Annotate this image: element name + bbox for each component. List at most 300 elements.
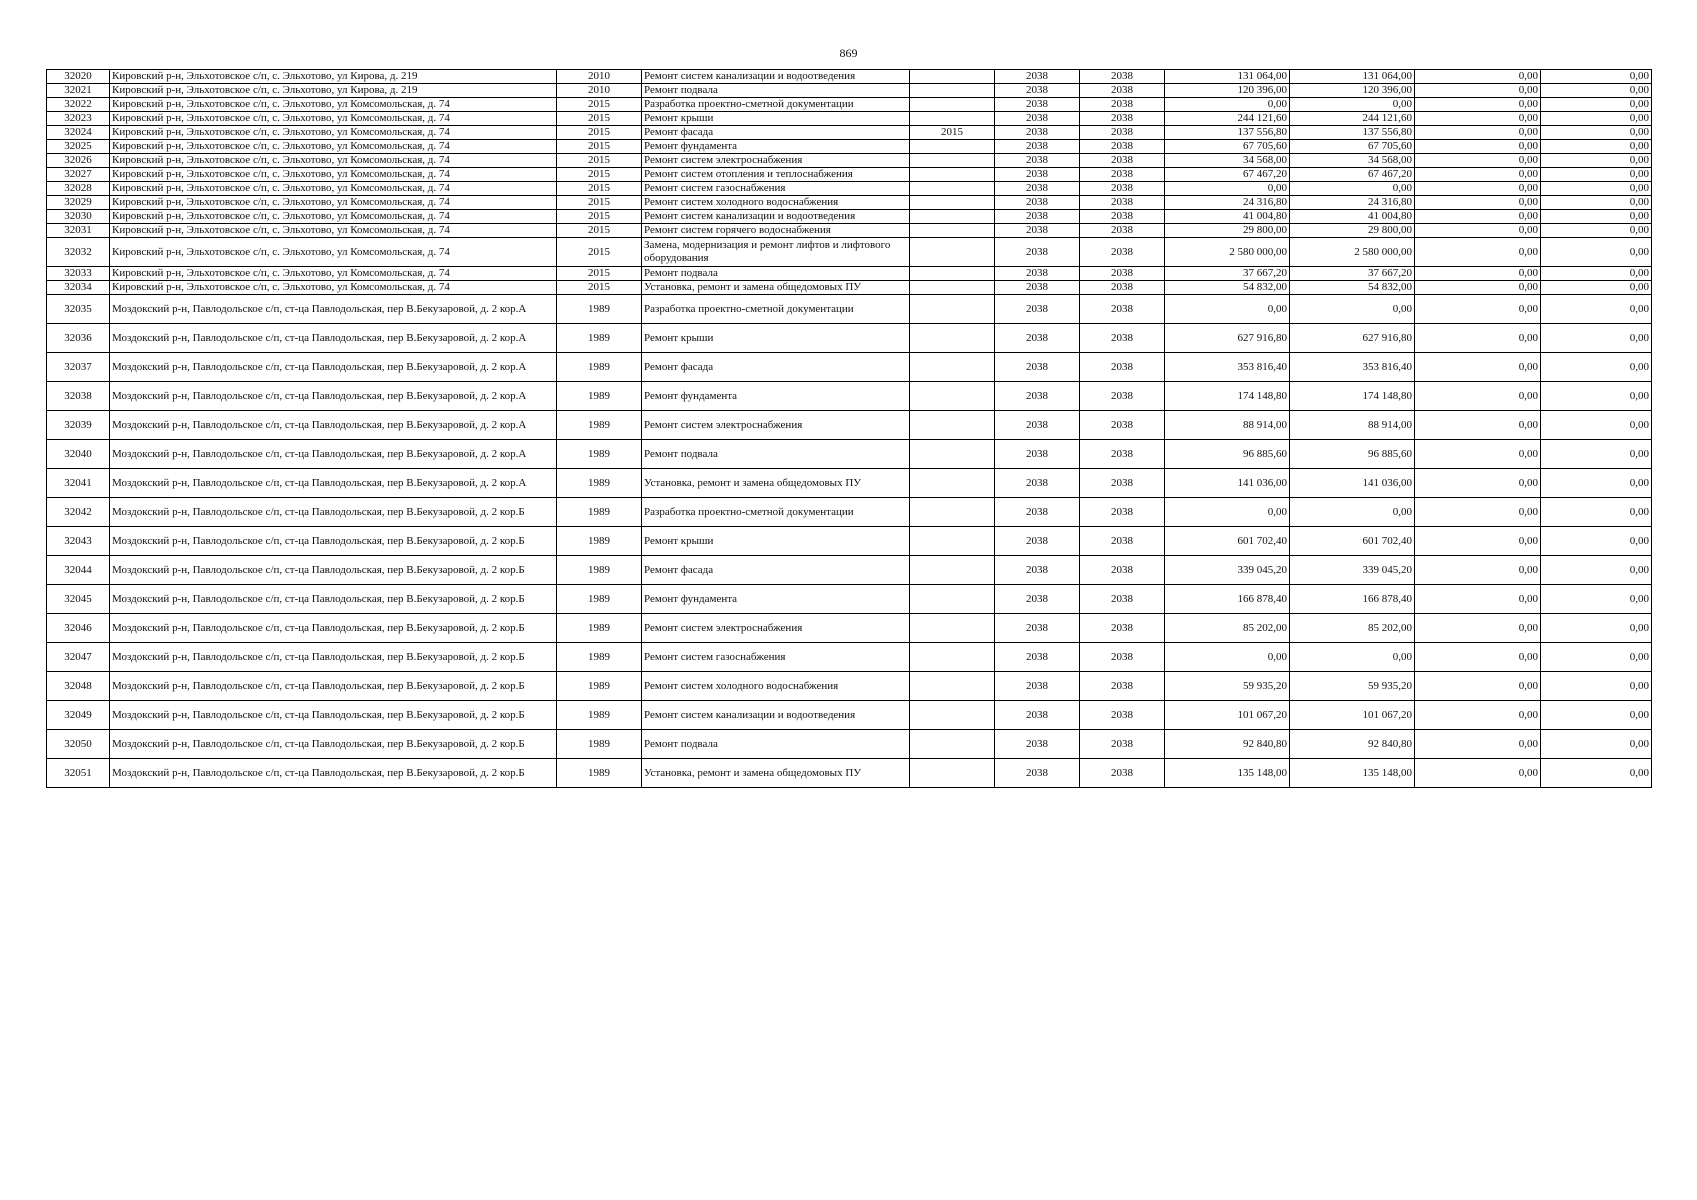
extra-year-cell	[910, 238, 995, 267]
plan-year-end-cell: 2038	[1080, 267, 1165, 281]
total-cost-cell: 0,00	[1165, 295, 1290, 324]
extra-year-cell	[910, 98, 995, 112]
table-row	[47, 112, 1652, 126]
total-cost-cell: 96 885,60	[1165, 440, 1290, 469]
build-year-cell: 1989	[557, 701, 642, 730]
build-year-cell: 1989	[557, 527, 642, 556]
work-type-cell: Разработка проектно-сметной документации	[642, 98, 910, 112]
build-year-cell: 1989	[557, 324, 642, 353]
table-row	[47, 140, 1652, 154]
total-cost-cell: 67 467,20	[1165, 168, 1290, 182]
work-type-cell: Ремонт систем газоснабжения	[642, 182, 910, 196]
other-source-2-cell: 0,00	[1541, 498, 1652, 527]
table-row	[47, 281, 1652, 295]
other-source-1-cell: 0,00	[1415, 112, 1541, 126]
other-source-1-cell: 0,00	[1415, 353, 1541, 382]
work-type-cell: Установка, ремонт и замена общедомовых ПУ	[642, 759, 910, 788]
plan-year-start-cell: 2038	[995, 643, 1080, 672]
row-number: 32035	[47, 295, 110, 324]
other-source-2-cell: 0,00	[1541, 267, 1652, 281]
other-source-2-cell: 0,00	[1541, 98, 1652, 112]
other-source-1-cell: 0,00	[1415, 411, 1541, 440]
work-type-cell: Ремонт систем электроснабжения	[642, 614, 910, 643]
address-cell: Кировский р-н, Эльхотовское с/п, с. Эльхотово, ул Комсомольская, д. 74	[110, 224, 557, 238]
address-cell: Кировский р-н, Эльхотовское с/п, с. Эльхотово, ул Комсомольская, д. 74	[110, 98, 557, 112]
total-cost-cell: 353 816,40	[1165, 353, 1290, 382]
address-cell: Моздокский р-н, Павлодольское с/п, ст-ца Павлодольская, пер В.Бекузаровой, д. 2 кор.Б	[110, 498, 557, 527]
plan-year-end-cell: 2038	[1080, 382, 1165, 411]
plan-year-end-cell: 2038	[1080, 643, 1165, 672]
build-year-cell: 2015	[557, 210, 642, 224]
other-source-2-cell: 0,00	[1541, 295, 1652, 324]
table-row	[47, 643, 1652, 672]
other-source-2-cell: 0,00	[1541, 353, 1652, 382]
address-cell: Моздокский р-н, Павлодольское с/п, ст-ца Павлодольская, пер В.Бекузаровой, д. 2 кор.А	[110, 440, 557, 469]
address-cell: Моздокский р-н, Павлодольское с/п, ст-ца Павлодольская, пер В.Бекузаровой, д. 2 кор.Б	[110, 672, 557, 701]
plan-year-end-cell: 2038	[1080, 759, 1165, 788]
fund-cost-cell: 101 067,20	[1290, 701, 1415, 730]
build-year-cell: 1989	[557, 643, 642, 672]
other-source-1-cell: 0,00	[1415, 469, 1541, 498]
row-number: 32021	[47, 84, 110, 98]
other-source-1-cell: 0,00	[1415, 238, 1541, 267]
other-source-1-cell: 0,00	[1415, 440, 1541, 469]
table-row	[47, 759, 1652, 788]
plan-year-start-cell: 2038	[995, 168, 1080, 182]
build-year-cell: 1989	[557, 672, 642, 701]
table-row	[47, 701, 1652, 730]
other-source-2-cell: 0,00	[1541, 527, 1652, 556]
row-number: 32050	[47, 730, 110, 759]
build-year-cell: 2015	[557, 196, 642, 210]
table-row	[47, 98, 1652, 112]
plan-year-start-cell: 2038	[995, 70, 1080, 84]
row-number: 32048	[47, 672, 110, 701]
build-year-cell: 1989	[557, 411, 642, 440]
plan-year-end-cell: 2038	[1080, 168, 1165, 182]
other-source-1-cell: 0,00	[1415, 295, 1541, 324]
row-number: 32036	[47, 324, 110, 353]
plan-year-end-cell: 2038	[1080, 730, 1165, 759]
other-source-2-cell: 0,00	[1541, 281, 1652, 295]
work-type-cell: Ремонт подвала	[642, 267, 910, 281]
other-source-1-cell: 0,00	[1415, 267, 1541, 281]
table-row	[47, 210, 1652, 224]
address-cell: Кировский р-н, Эльхотовское с/п, с. Эльхотово, ул Комсомольская, д. 74	[110, 112, 557, 126]
plan-year-end-cell: 2038	[1080, 527, 1165, 556]
plan-year-start-cell: 2038	[995, 527, 1080, 556]
total-cost-cell: 0,00	[1165, 498, 1290, 527]
other-source-2-cell: 0,00	[1541, 126, 1652, 140]
total-cost-cell: 137 556,80	[1165, 126, 1290, 140]
plan-year-start-cell: 2038	[995, 585, 1080, 614]
plan-year-end-cell: 2038	[1080, 411, 1165, 440]
build-year-cell: 2015	[557, 168, 642, 182]
table-row	[47, 556, 1652, 585]
row-number: 32027	[47, 168, 110, 182]
fund-cost-cell: 2 580 000,00	[1290, 238, 1415, 267]
other-source-1-cell: 0,00	[1415, 614, 1541, 643]
extra-year-cell	[910, 469, 995, 498]
work-type-cell: Ремонт подвала	[642, 730, 910, 759]
fund-cost-cell: 244 121,60	[1290, 112, 1415, 126]
other-source-2-cell: 0,00	[1541, 324, 1652, 353]
fund-cost-cell: 627 916,80	[1290, 324, 1415, 353]
plan-year-start-cell: 2038	[995, 98, 1080, 112]
plan-year-start-cell: 2038	[995, 672, 1080, 701]
plan-year-start-cell: 2038	[995, 224, 1080, 238]
row-number: 32025	[47, 140, 110, 154]
table-row	[47, 382, 1652, 411]
total-cost-cell: 131 064,00	[1165, 70, 1290, 84]
extra-year-cell	[910, 196, 995, 210]
build-year-cell: 1989	[557, 353, 642, 382]
extra-year-cell	[910, 70, 995, 84]
other-source-1-cell: 0,00	[1415, 701, 1541, 730]
plan-year-end-cell: 2038	[1080, 238, 1165, 267]
address-cell: Кировский р-н, Эльхотовское с/п, с. Эльхотово, ул Комсомольская, д. 74	[110, 238, 557, 267]
build-year-cell: 2010	[557, 70, 642, 84]
work-type-cell: Ремонт систем электроснабжения	[642, 154, 910, 168]
total-cost-cell: 2 580 000,00	[1165, 238, 1290, 267]
table-row	[47, 411, 1652, 440]
plan-year-start-cell: 2038	[995, 182, 1080, 196]
build-year-cell: 2015	[557, 154, 642, 168]
work-type-cell: Ремонт систем канализации и водоотведения	[642, 70, 910, 84]
address-cell: Кировский р-н, Эльхотовское с/п, с. Эльхотово, ул Комсомольская, д. 74	[110, 267, 557, 281]
plan-year-end-cell: 2038	[1080, 440, 1165, 469]
other-source-1-cell: 0,00	[1415, 759, 1541, 788]
build-year-cell: 1989	[557, 614, 642, 643]
fund-cost-cell: 0,00	[1290, 98, 1415, 112]
other-source-2-cell: 0,00	[1541, 643, 1652, 672]
other-source-2-cell: 0,00	[1541, 701, 1652, 730]
plan-year-start-cell: 2038	[995, 267, 1080, 281]
fund-cost-cell: 353 816,40	[1290, 353, 1415, 382]
fund-cost-cell: 29 800,00	[1290, 224, 1415, 238]
plan-year-end-cell: 2038	[1080, 182, 1165, 196]
total-cost-cell: 244 121,60	[1165, 112, 1290, 126]
table-row	[47, 70, 1652, 84]
extra-year-cell	[910, 672, 995, 701]
other-source-1-cell: 0,00	[1415, 730, 1541, 759]
address-cell: Кировский р-н, Эльхотовское с/п, с. Эльхотово, ул Комсомольская, д. 74	[110, 140, 557, 154]
table-row	[47, 585, 1652, 614]
plan-year-start-cell: 2038	[995, 411, 1080, 440]
total-cost-cell: 29 800,00	[1165, 224, 1290, 238]
build-year-cell: 2015	[557, 238, 642, 267]
extra-year-cell	[910, 643, 995, 672]
plan-year-start-cell: 2038	[995, 295, 1080, 324]
address-cell: Кировский р-н, Эльхотовское с/п, с. Эльхотово, ул Комсомольская, д. 74	[110, 196, 557, 210]
total-cost-cell: 120 396,00	[1165, 84, 1290, 98]
row-number: 32047	[47, 643, 110, 672]
other-source-2-cell: 0,00	[1541, 730, 1652, 759]
plan-year-start-cell: 2038	[995, 730, 1080, 759]
fund-cost-cell: 131 064,00	[1290, 70, 1415, 84]
total-cost-cell: 92 840,80	[1165, 730, 1290, 759]
work-type-cell: Ремонт подвала	[642, 440, 910, 469]
fund-cost-cell: 24 316,80	[1290, 196, 1415, 210]
plan-year-end-cell: 2038	[1080, 154, 1165, 168]
total-cost-cell: 339 045,20	[1165, 556, 1290, 585]
total-cost-cell: 34 568,00	[1165, 154, 1290, 168]
row-number: 32024	[47, 126, 110, 140]
work-type-cell: Ремонт фундамента	[642, 382, 910, 411]
row-number: 32039	[47, 411, 110, 440]
work-type-cell: Установка, ремонт и замена общедомовых ПУ	[642, 469, 910, 498]
row-number: 32030	[47, 210, 110, 224]
row-number: 32034	[47, 281, 110, 295]
plan-year-start-cell: 2038	[995, 440, 1080, 469]
fund-cost-cell: 174 148,80	[1290, 382, 1415, 411]
address-cell: Кировский р-н, Эльхотовское с/п, с. Эльхотово, ул Комсомольская, д. 74	[110, 126, 557, 140]
build-year-cell: 1989	[557, 730, 642, 759]
plan-year-start-cell: 2038	[995, 126, 1080, 140]
fund-cost-cell: 0,00	[1290, 498, 1415, 527]
table-row	[47, 324, 1652, 353]
table-row	[47, 498, 1652, 527]
address-cell: Моздокский р-н, Павлодольское с/п, ст-ца Павлодольская, пер В.Бекузаровой, д. 2 кор.Б	[110, 527, 557, 556]
total-cost-cell: 0,00	[1165, 182, 1290, 196]
address-cell: Кировский р-н, Эльхотовское с/п, с. Эльхотово, ул Комсомольская, д. 74	[110, 154, 557, 168]
plan-year-start-cell: 2038	[995, 210, 1080, 224]
plan-year-end-cell: 2038	[1080, 353, 1165, 382]
row-number: 32051	[47, 759, 110, 788]
other-source-1-cell: 0,00	[1415, 585, 1541, 614]
fund-cost-cell: 601 702,40	[1290, 527, 1415, 556]
extra-year-cell	[910, 614, 995, 643]
work-type-cell: Ремонт систем электроснабжения	[642, 411, 910, 440]
fund-cost-cell: 141 036,00	[1290, 469, 1415, 498]
row-number: 32038	[47, 382, 110, 411]
other-source-2-cell: 0,00	[1541, 140, 1652, 154]
other-source-1-cell: 0,00	[1415, 182, 1541, 196]
table-row	[47, 182, 1652, 196]
extra-year-cell	[910, 267, 995, 281]
work-type-cell: Ремонт фундамента	[642, 585, 910, 614]
other-source-1-cell: 0,00	[1415, 84, 1541, 98]
plan-year-start-cell: 2038	[995, 140, 1080, 154]
other-source-2-cell: 0,00	[1541, 672, 1652, 701]
other-source-1-cell: 0,00	[1415, 527, 1541, 556]
row-number: 32023	[47, 112, 110, 126]
other-source-2-cell: 0,00	[1541, 469, 1652, 498]
other-source-2-cell: 0,00	[1541, 154, 1652, 168]
total-cost-cell: 37 667,20	[1165, 267, 1290, 281]
work-type-cell: Ремонт подвала	[642, 84, 910, 98]
fund-cost-cell: 92 840,80	[1290, 730, 1415, 759]
fund-cost-cell: 41 004,80	[1290, 210, 1415, 224]
address-cell: Моздокский р-н, Павлодольское с/п, ст-ца Павлодольская, пер В.Бекузаровой, д. 2 кор.Б	[110, 614, 557, 643]
extra-year-cell	[910, 527, 995, 556]
other-source-2-cell: 0,00	[1541, 224, 1652, 238]
extra-year-cell	[910, 182, 995, 196]
table-row	[47, 154, 1652, 168]
extra-year-cell	[910, 353, 995, 382]
build-year-cell: 2015	[557, 140, 642, 154]
plan-year-end-cell: 2038	[1080, 224, 1165, 238]
address-cell: Моздокский р-н, Павлодольское с/п, ст-ца Павлодольская, пер В.Бекузаровой, д. 2 кор.Б	[110, 643, 557, 672]
work-type-cell: Ремонт систем канализации и водоотведения	[642, 210, 910, 224]
address-cell: Кировский р-н, Эльхотовское с/п, с. Эльхотово, ул Комсомольская, д. 74	[110, 168, 557, 182]
address-cell: Моздокский р-н, Павлодольское с/п, ст-ца Павлодольская, пер В.Бекузаровой, д. 2 кор.А	[110, 382, 557, 411]
fund-cost-cell: 67 705,60	[1290, 140, 1415, 154]
total-cost-cell: 0,00	[1165, 98, 1290, 112]
other-source-2-cell: 0,00	[1541, 614, 1652, 643]
address-cell: Моздокский р-н, Павлодольское с/п, ст-ца Павлодольская, пер В.Бекузаровой, д. 2 кор.Б	[110, 701, 557, 730]
fund-cost-cell: 166 878,40	[1290, 585, 1415, 614]
work-type-cell: Разработка проектно-сметной документации	[642, 295, 910, 324]
fund-cost-cell: 67 467,20	[1290, 168, 1415, 182]
fund-cost-cell: 137 556,80	[1290, 126, 1415, 140]
plan-year-start-cell: 2038	[995, 238, 1080, 267]
address-cell: Моздокский р-н, Павлодольское с/п, ст-ца Павлодольская, пер В.Бекузаровой, д. 2 кор.А	[110, 324, 557, 353]
plan-year-start-cell: 2038	[995, 556, 1080, 585]
plan-year-end-cell: 2038	[1080, 469, 1165, 498]
other-source-1-cell: 0,00	[1415, 140, 1541, 154]
total-cost-cell: 141 036,00	[1165, 469, 1290, 498]
total-cost-cell: 67 705,60	[1165, 140, 1290, 154]
plan-year-end-cell: 2038	[1080, 196, 1165, 210]
row-number: 32041	[47, 469, 110, 498]
fund-cost-cell: 34 568,00	[1290, 154, 1415, 168]
other-source-2-cell: 0,00	[1541, 70, 1652, 84]
fund-cost-cell: 54 832,00	[1290, 281, 1415, 295]
plan-year-start-cell: 2038	[995, 614, 1080, 643]
extra-year-cell	[910, 411, 995, 440]
extra-year-cell: 2015	[910, 126, 995, 140]
build-year-cell: 1989	[557, 295, 642, 324]
fund-cost-cell: 0,00	[1290, 295, 1415, 324]
table-row	[47, 295, 1652, 324]
repair-register-table	[46, 69, 1652, 788]
build-year-cell: 1989	[557, 469, 642, 498]
work-type-cell: Ремонт систем газоснабжения	[642, 643, 910, 672]
work-type-cell: Ремонт фасада	[642, 126, 910, 140]
work-type-cell: Ремонт систем канализации и водоотведения	[642, 701, 910, 730]
total-cost-cell: 85 202,00	[1165, 614, 1290, 643]
plan-year-end-cell: 2038	[1080, 126, 1165, 140]
plan-year-end-cell: 2038	[1080, 98, 1165, 112]
row-number: 32032	[47, 238, 110, 267]
extra-year-cell	[910, 324, 995, 353]
build-year-cell: 2015	[557, 98, 642, 112]
other-source-2-cell: 0,00	[1541, 759, 1652, 788]
build-year-cell: 2015	[557, 224, 642, 238]
fund-cost-cell: 120 396,00	[1290, 84, 1415, 98]
work-type-cell: Ремонт систем холодного водоснабжения	[642, 196, 910, 210]
work-type-cell: Замена, модернизация и ремонт лифтов и лифтового оборудования	[642, 238, 910, 267]
total-cost-cell: 59 935,20	[1165, 672, 1290, 701]
fund-cost-cell: 37 667,20	[1290, 267, 1415, 281]
extra-year-cell	[910, 224, 995, 238]
other-source-2-cell: 0,00	[1541, 168, 1652, 182]
plan-year-end-cell: 2038	[1080, 281, 1165, 295]
fund-cost-cell: 96 885,60	[1290, 440, 1415, 469]
table-row	[47, 168, 1652, 182]
extra-year-cell	[910, 168, 995, 182]
other-source-1-cell: 0,00	[1415, 281, 1541, 295]
extra-year-cell	[910, 498, 995, 527]
row-number: 32033	[47, 267, 110, 281]
work-type-cell: Установка, ремонт и замена общедомовых ПУ	[642, 281, 910, 295]
row-number: 32044	[47, 556, 110, 585]
fund-cost-cell: 0,00	[1290, 643, 1415, 672]
address-cell: Кировский р-н, Эльхотовское с/п, с. Эльхотово, ул Комсомольская, д. 74	[110, 182, 557, 196]
extra-year-cell	[910, 295, 995, 324]
extra-year-cell	[910, 210, 995, 224]
table-row	[47, 267, 1652, 281]
plan-year-end-cell: 2038	[1080, 672, 1165, 701]
total-cost-cell: 0,00	[1165, 643, 1290, 672]
other-source-2-cell: 0,00	[1541, 382, 1652, 411]
address-cell: Кировский р-н, Эльхотовское с/п, с. Эльхотово, ул Кирова, д. 219	[110, 84, 557, 98]
plan-year-start-cell: 2038	[995, 759, 1080, 788]
other-source-2-cell: 0,00	[1541, 585, 1652, 614]
extra-year-cell	[910, 730, 995, 759]
fund-cost-cell: 135 148,00	[1290, 759, 1415, 788]
plan-year-end-cell: 2038	[1080, 295, 1165, 324]
plan-year-start-cell: 2038	[995, 353, 1080, 382]
build-year-cell: 1989	[557, 440, 642, 469]
build-year-cell: 1989	[557, 498, 642, 527]
build-year-cell: 2015	[557, 112, 642, 126]
table-row	[47, 353, 1652, 382]
row-number: 32031	[47, 224, 110, 238]
total-cost-cell: 135 148,00	[1165, 759, 1290, 788]
plan-year-end-cell: 2038	[1080, 556, 1165, 585]
other-source-2-cell: 0,00	[1541, 238, 1652, 267]
row-number: 32043	[47, 527, 110, 556]
address-cell: Кировский р-н, Эльхотовское с/п, с. Эльхотово, ул Кирова, д. 219	[110, 70, 557, 84]
other-source-2-cell: 0,00	[1541, 411, 1652, 440]
other-source-2-cell: 0,00	[1541, 210, 1652, 224]
work-type-cell: Ремонт фасада	[642, 556, 910, 585]
table-row	[47, 196, 1652, 210]
fund-cost-cell: 59 935,20	[1290, 672, 1415, 701]
plan-year-end-cell: 2038	[1080, 701, 1165, 730]
address-cell: Моздокский р-н, Павлодольское с/п, ст-ца Павлодольская, пер В.Бекузаровой, д. 2 кор.А	[110, 353, 557, 382]
plan-year-start-cell: 2038	[995, 84, 1080, 98]
address-cell: Кировский р-н, Эльхотовское с/п, с. Эльхотово, ул Комсомольская, д. 74	[110, 210, 557, 224]
build-year-cell: 1989	[557, 585, 642, 614]
other-source-2-cell: 0,00	[1541, 440, 1652, 469]
other-source-1-cell: 0,00	[1415, 196, 1541, 210]
row-number: 32046	[47, 614, 110, 643]
build-year-cell: 2015	[557, 126, 642, 140]
other-source-2-cell: 0,00	[1541, 112, 1652, 126]
row-number: 32022	[47, 98, 110, 112]
plan-year-start-cell: 2038	[995, 469, 1080, 498]
build-year-cell: 2015	[557, 267, 642, 281]
plan-year-end-cell: 2038	[1080, 498, 1165, 527]
row-number: 32042	[47, 498, 110, 527]
plan-year-end-cell: 2038	[1080, 210, 1165, 224]
table-row	[47, 126, 1652, 140]
build-year-cell: 1989	[557, 382, 642, 411]
extra-year-cell	[910, 154, 995, 168]
table-row	[47, 730, 1652, 759]
extra-year-cell	[910, 112, 995, 126]
work-type-cell: Ремонт крыши	[642, 324, 910, 353]
address-cell: Моздокский р-н, Павлодольское с/п, ст-ца Павлодольская, пер В.Бекузаровой, д. 2 кор.А	[110, 411, 557, 440]
work-type-cell: Ремонт систем горячего водоснабжения	[642, 224, 910, 238]
extra-year-cell	[910, 701, 995, 730]
table-row	[47, 672, 1652, 701]
page-number: 869	[839, 46, 858, 60]
build-year-cell: 1989	[557, 556, 642, 585]
